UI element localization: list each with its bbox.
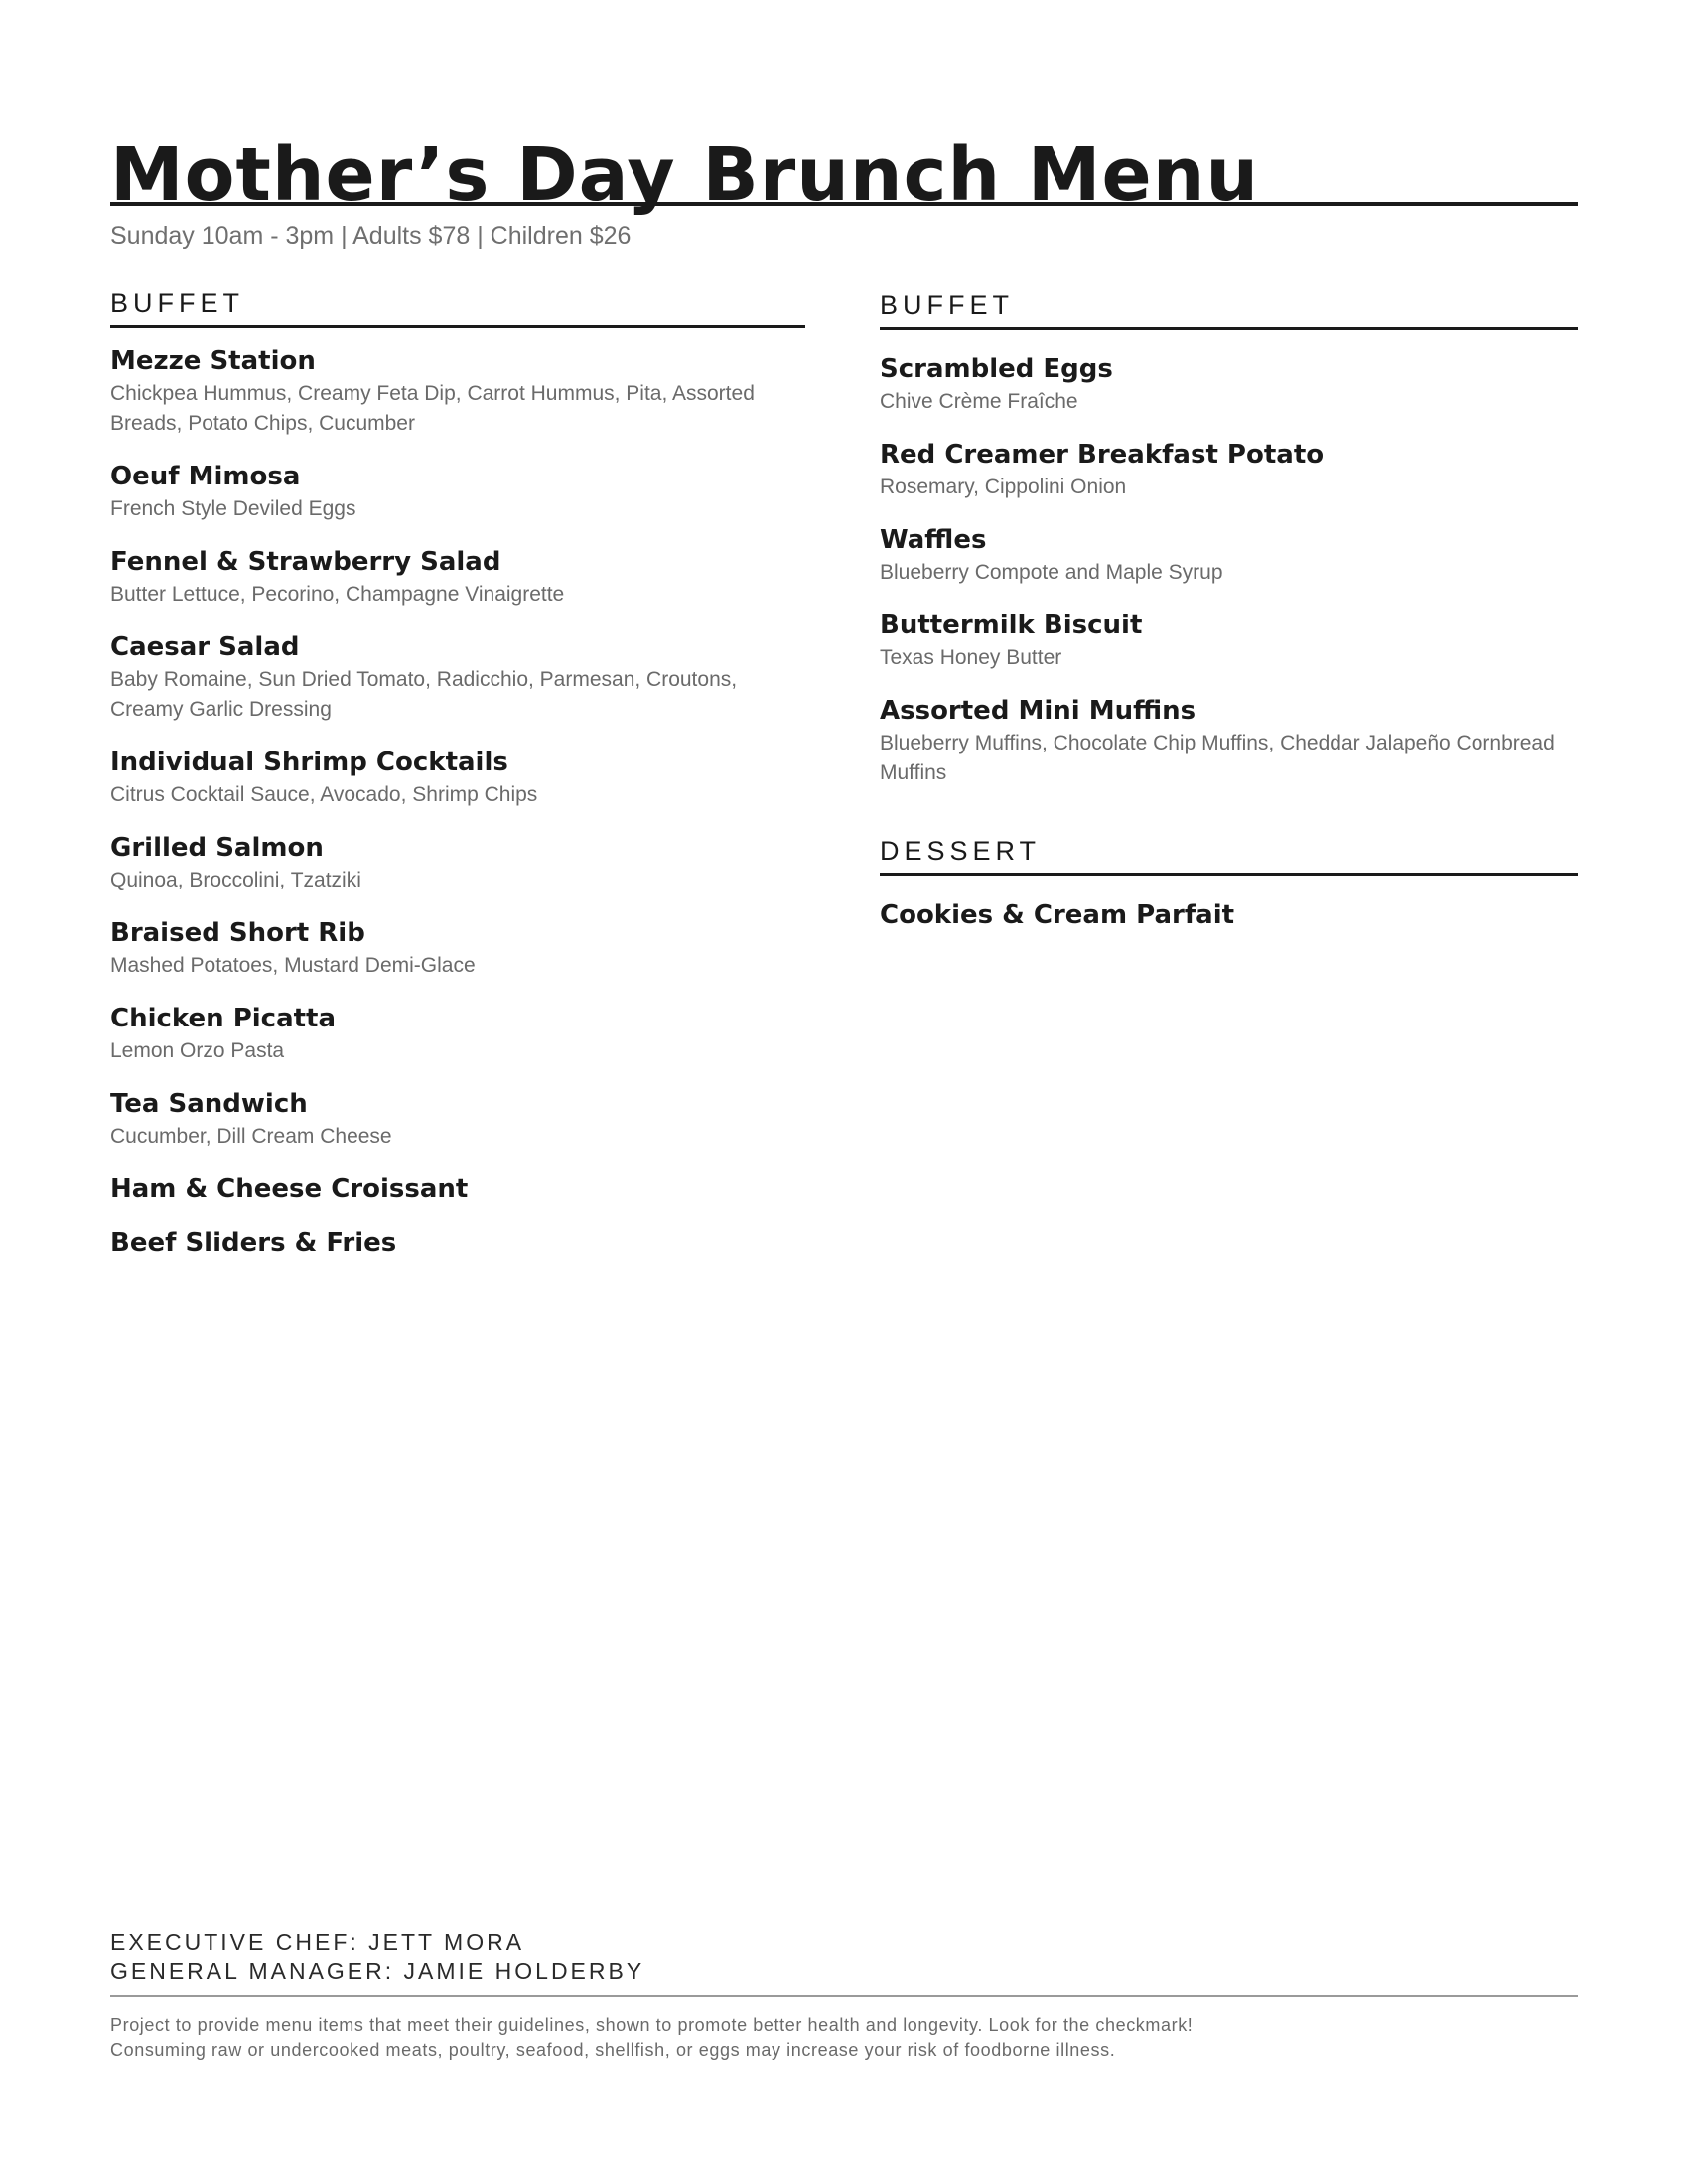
- menu-item: [880, 610, 1578, 673]
- menu-item: [110, 747, 805, 810]
- menu-item-name: Chicken Picatta: [110, 1004, 337, 1033]
- menu-item-list: [110, 345, 805, 1259]
- menu-item-description: Blueberry Muffins, Chocolate Chip Muffins, Cheddar Jalapeño Cornbread Muffins: [880, 732, 1555, 784]
- menu-item-description: Rosemary, Cippolini Onion: [880, 476, 1127, 498]
- health-note: Project to provide menu items that meet their guidelines, shown to promote better health and longevity. Look for the checkmark!: [110, 2015, 1194, 2035]
- menu-item-name: Cookies & Cream Parfait: [880, 900, 1235, 930]
- menu-item-name: Grilled Salmon: [110, 833, 324, 863]
- section-heading-buffet: BUFFET: [880, 290, 1578, 330]
- menu-item-name: Braised Short Rib: [110, 918, 365, 948]
- menu-item-name: Red Creamer Breakfast Potato: [880, 440, 1325, 470]
- menu-item-description: Butter Lettuce, Pecorino, Champagne Vinaigrette: [110, 583, 565, 606]
- title-rule: [110, 125, 1578, 217]
- page-title: Mother’s Day Brunch Menu: [110, 132, 1260, 217]
- menu-item-description: Chive Crème Fraîche: [880, 390, 1078, 413]
- menu-item-description: Lemon Orzo Pasta: [110, 1039, 285, 1062]
- menu-item-description: Mashed Potatoes, Mustard Demi-Glace: [110, 954, 476, 977]
- menu-item-name: Caesar Salad: [110, 632, 300, 662]
- menu-item-name: Fennel & Strawberry Salad: [110, 547, 501, 577]
- menu-item-name: Ham & Cheese Croissant: [110, 1174, 469, 1204]
- menu-item: [880, 524, 1578, 588]
- menu-item-name: Buttermilk Biscuit: [880, 611, 1143, 640]
- menu-item: [110, 546, 805, 610]
- menu-item-name: Assorted Mini Muffins: [880, 696, 1196, 726]
- menu-item-description: Quinoa, Broccolini, Tzatziki: [110, 869, 361, 891]
- menu-item-name: Scrambled Eggs: [880, 354, 1113, 384]
- staff-credits: [110, 1928, 1578, 1997]
- menu-item-list: [880, 353, 1578, 788]
- menu-item: [110, 1088, 805, 1152]
- menu-page: [110, 0, 1578, 2184]
- menu-item: [110, 832, 805, 895]
- menu-item-list: [880, 899, 1578, 931]
- menu-item-description: Cucumber, Dill Cream Cheese: [110, 1125, 392, 1148]
- menu-item-name: Individual Shrimp Cocktails: [110, 748, 508, 777]
- menu-item: [110, 1227, 805, 1259]
- left-column: [110, 288, 805, 1281]
- menu-item-description: Chickpea Hummus, Creamy Feta Dip, Carrot Hummus, Pita, Assorted Breads, Potato Chips, Cucumber: [110, 382, 755, 435]
- menu-item: [110, 1173, 805, 1205]
- footer-notice: [110, 2013, 1578, 2063]
- menu-item: [110, 461, 805, 524]
- menu-item-name: Mezze Station: [110, 346, 316, 376]
- right-column: [880, 290, 1578, 953]
- menu-item: [110, 1003, 805, 1066]
- menu-item-description: French Style Deviled Eggs: [110, 497, 356, 520]
- menu-item-description: Blueberry Compote and Maple Syrup: [880, 561, 1223, 584]
- menu-item-name: Beef Sliders & Fries: [110, 1228, 397, 1258]
- general-manager: GENERAL MANAGER: JAMIE HOLDERBY: [110, 1958, 645, 1983]
- menu-item-description: Citrus Cocktail Sauce, Avocado, Shrimp Chips: [110, 783, 538, 806]
- menu-item: [110, 631, 805, 725]
- section-heading-buffet: BUFFET: [110, 288, 805, 328]
- executive-chef: EXECUTIVE CHEF: JETT MORA: [110, 1929, 525, 1955]
- service-info: Sunday 10am - 3pm | Adults $78 | Children $26: [110, 222, 632, 250]
- menu-item-name: Waffles: [880, 525, 987, 555]
- food-safety-warning: Consuming raw or undercooked meats, poultry, seafood, shellfish, or eggs may increase your risk of foodborne illness.: [110, 2040, 1116, 2060]
- menu-item-description: Baby Romaine, Sun Dried Tomato, Radicchio, Parmesan, Croutons, Creamy Garlic Dressing: [110, 668, 738, 721]
- menu-item-name: Oeuf Mimosa: [110, 462, 301, 491]
- menu-item: [880, 899, 1578, 931]
- menu-item: [110, 345, 805, 439]
- menu-item: [880, 439, 1578, 502]
- section-heading-dessert: DESSERT: [880, 836, 1578, 876]
- menu-item: [880, 353, 1578, 417]
- menu-item-description: Texas Honey Butter: [880, 646, 1062, 669]
- menu-item: [880, 695, 1578, 788]
- menu-item-name: Tea Sandwich: [110, 1089, 308, 1119]
- menu-item: [110, 917, 805, 981]
